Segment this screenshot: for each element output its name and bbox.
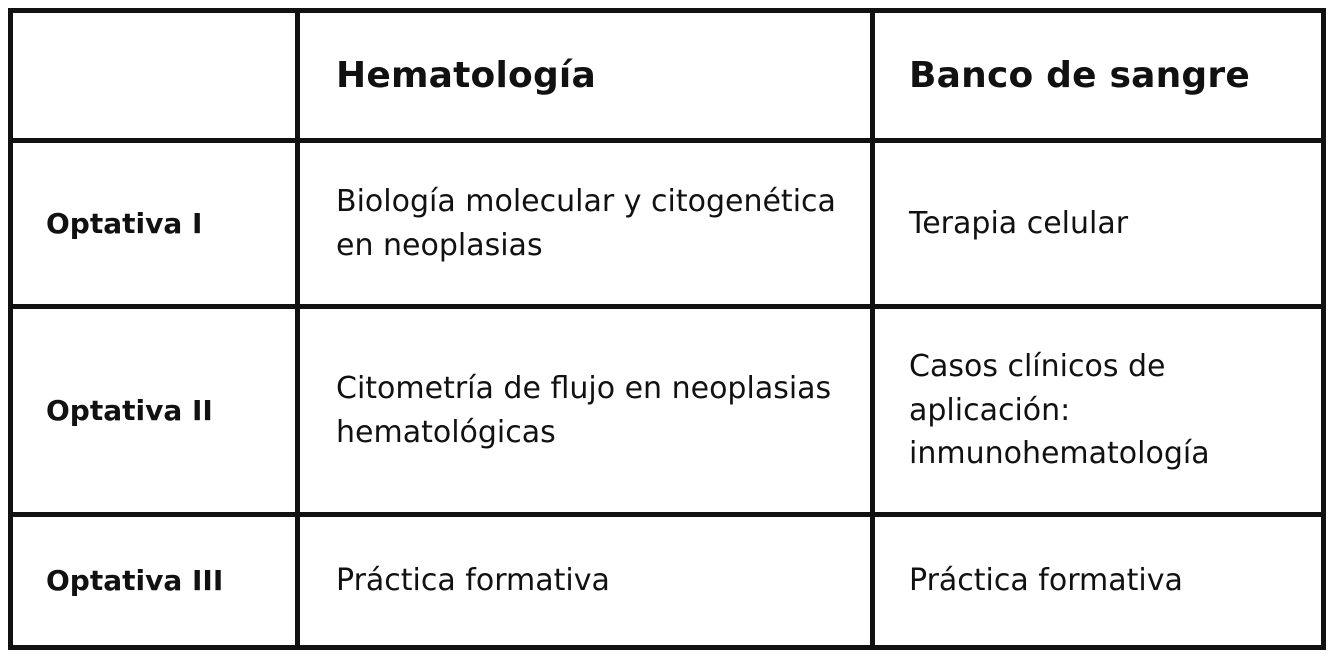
cell-optativa-3-hematologia <box>300 517 875 645</box>
row-label-optativa-3 <box>13 517 300 645</box>
electives-table <box>8 8 1326 650</box>
row-label-text: Optativa II <box>46 393 213 427</box>
row-label-text: Optativa III <box>46 564 224 598</box>
row-label-optativa-1 <box>13 143 300 309</box>
cell-text: Práctica formativa <box>909 563 1183 599</box>
cell-optativa-1-hematologia <box>300 143 875 309</box>
row-label-text: Optativa I <box>46 206 203 240</box>
header-banco-de-sangre <box>875 13 1321 143</box>
header-empty-cell <box>13 13 300 143</box>
cell-text: Biología molecular y citogenética en neoplasias <box>336 184 836 263</box>
cell-text: Práctica formativa <box>336 563 610 599</box>
cell-text: Terapia celular <box>909 205 1129 241</box>
cell-text: Citometría de flujo en neoplasias hematológicas <box>336 371 832 450</box>
row-label-optativa-2 <box>13 309 300 517</box>
header-hematologia-label: Hematología <box>336 54 596 96</box>
cell-optativa-1-banco-de-sangre <box>875 143 1321 309</box>
cell-optativa-3-banco-de-sangre <box>875 517 1321 645</box>
cell-optativa-2-banco-de-sangre <box>875 309 1321 517</box>
cell-text: Casos clínicos de aplicación: inmunohematología <box>909 349 1210 472</box>
cell-optativa-2-hematologia <box>300 309 875 517</box>
header-hematologia <box>300 13 875 143</box>
header-banco-de-sangre-label: Banco de sangre <box>909 54 1250 96</box>
